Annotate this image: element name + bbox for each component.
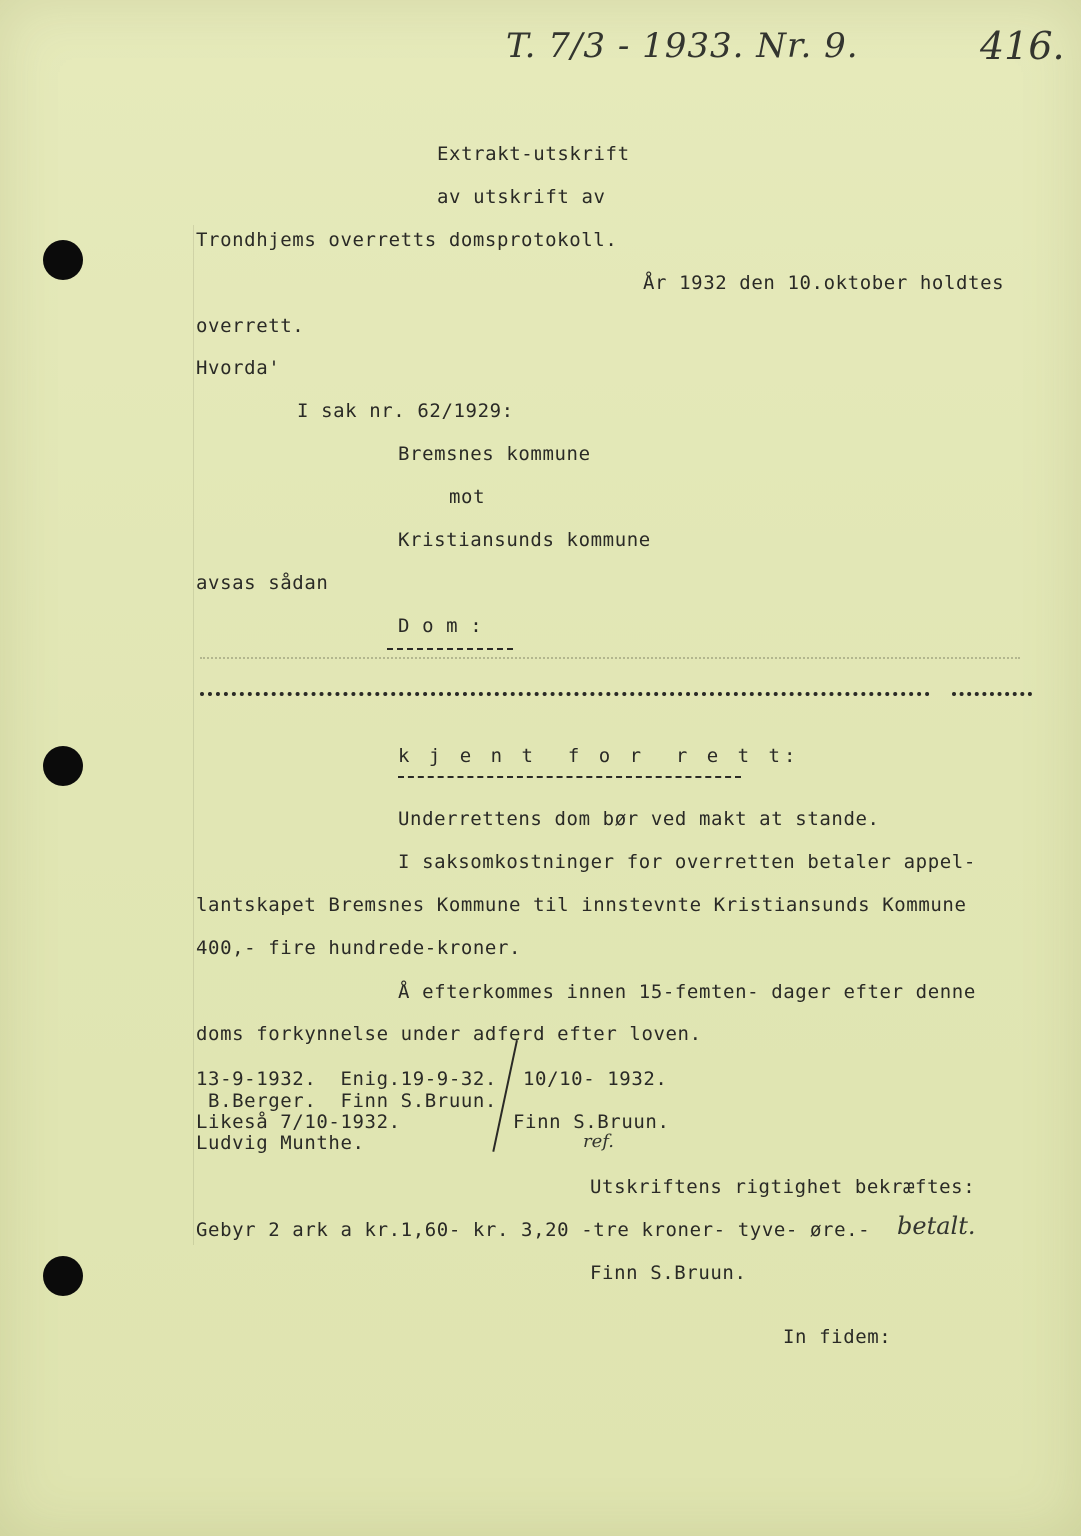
party-1: Bremsnes kommune [398,443,591,465]
verdict-heading: k j e n t f o r r e t t: [398,745,800,767]
signature-line-4: Ludvig Munthe. [196,1132,365,1154]
signature-line-2: B.Berger. Finn S.Bruun. [196,1090,497,1112]
dom-heading: D o m : [398,615,483,637]
verdict-paragraph-2-line-2: lantskapet Bremsnes Kommune til innstevnte Kristiansunds Kommune [196,894,967,916]
verdict-paragraph-3-line-1: Å efterkommes innen 15-femten- dager efter denne [398,981,976,1003]
verdict-paragraph-1: Underrettens dom bør ved makt at stande. [398,808,880,830]
verdict-paragraph-3-line-2: doms forkynnelse under adferd efter loven. [196,1023,702,1045]
title-line-2: av utskrift av [437,186,606,208]
signature-line-1: 13-9-1932. Enig.19-9-32. [196,1068,497,1090]
title-line-3: Trondhjems overretts domsprotokoll. [196,229,618,251]
title-line-1: Extrakt-utskrift [437,143,630,165]
signature-line-3: Likeså 7/10-1932. [196,1111,401,1133]
punch-hole [43,746,83,786]
versus: mot [449,486,486,508]
faint-dotted-line [200,657,1020,659]
verdict-underline [398,776,741,778]
intro-line-1: År 1932 den 10.oktober holdtes [643,272,1005,294]
omission-dots [952,692,1032,696]
signature-line-1-right: 10/10- 1932. [523,1068,668,1090]
intro-line-3: Hvorda' [196,357,281,379]
outcome-line: avsas sådan [196,572,329,594]
margin-rule [193,225,194,1245]
fee-line: Gebyr 2 ark a kr.1,60- kr. 3,20 -tre kroner- tyve- øre.- [196,1219,871,1241]
punch-hole [43,240,83,280]
page-number: 416. [980,24,1065,68]
verdict-paragraph-2-line-3: 400,- fire hundrede-kroner. [196,937,522,959]
handwritten-reference: T. 7/3 - 1933. Nr. 9. [506,26,859,66]
intro-line-2: overrett. [196,315,305,337]
omission-dots [200,692,930,696]
in-fidem: In fidem: [783,1326,892,1348]
dom-underline [387,648,513,650]
case-number: I sak nr. 62/1929: [297,400,514,422]
signature-line-3-right: Finn S.Bruun. [513,1111,670,1133]
certification-line: Utskriftens rigtighet bekræftes: [590,1176,976,1198]
handwritten-initials: ref. [583,1131,614,1152]
verdict-paragraph-2-line-1: I saksomkostninger for overretten betaler appel- [398,851,976,873]
party-2: Kristiansunds kommune [398,529,651,551]
certification-signer: Finn S.Bruun. [590,1262,747,1284]
punch-hole [43,1256,83,1296]
handwritten-paid-note: betalt. [897,1212,976,1240]
